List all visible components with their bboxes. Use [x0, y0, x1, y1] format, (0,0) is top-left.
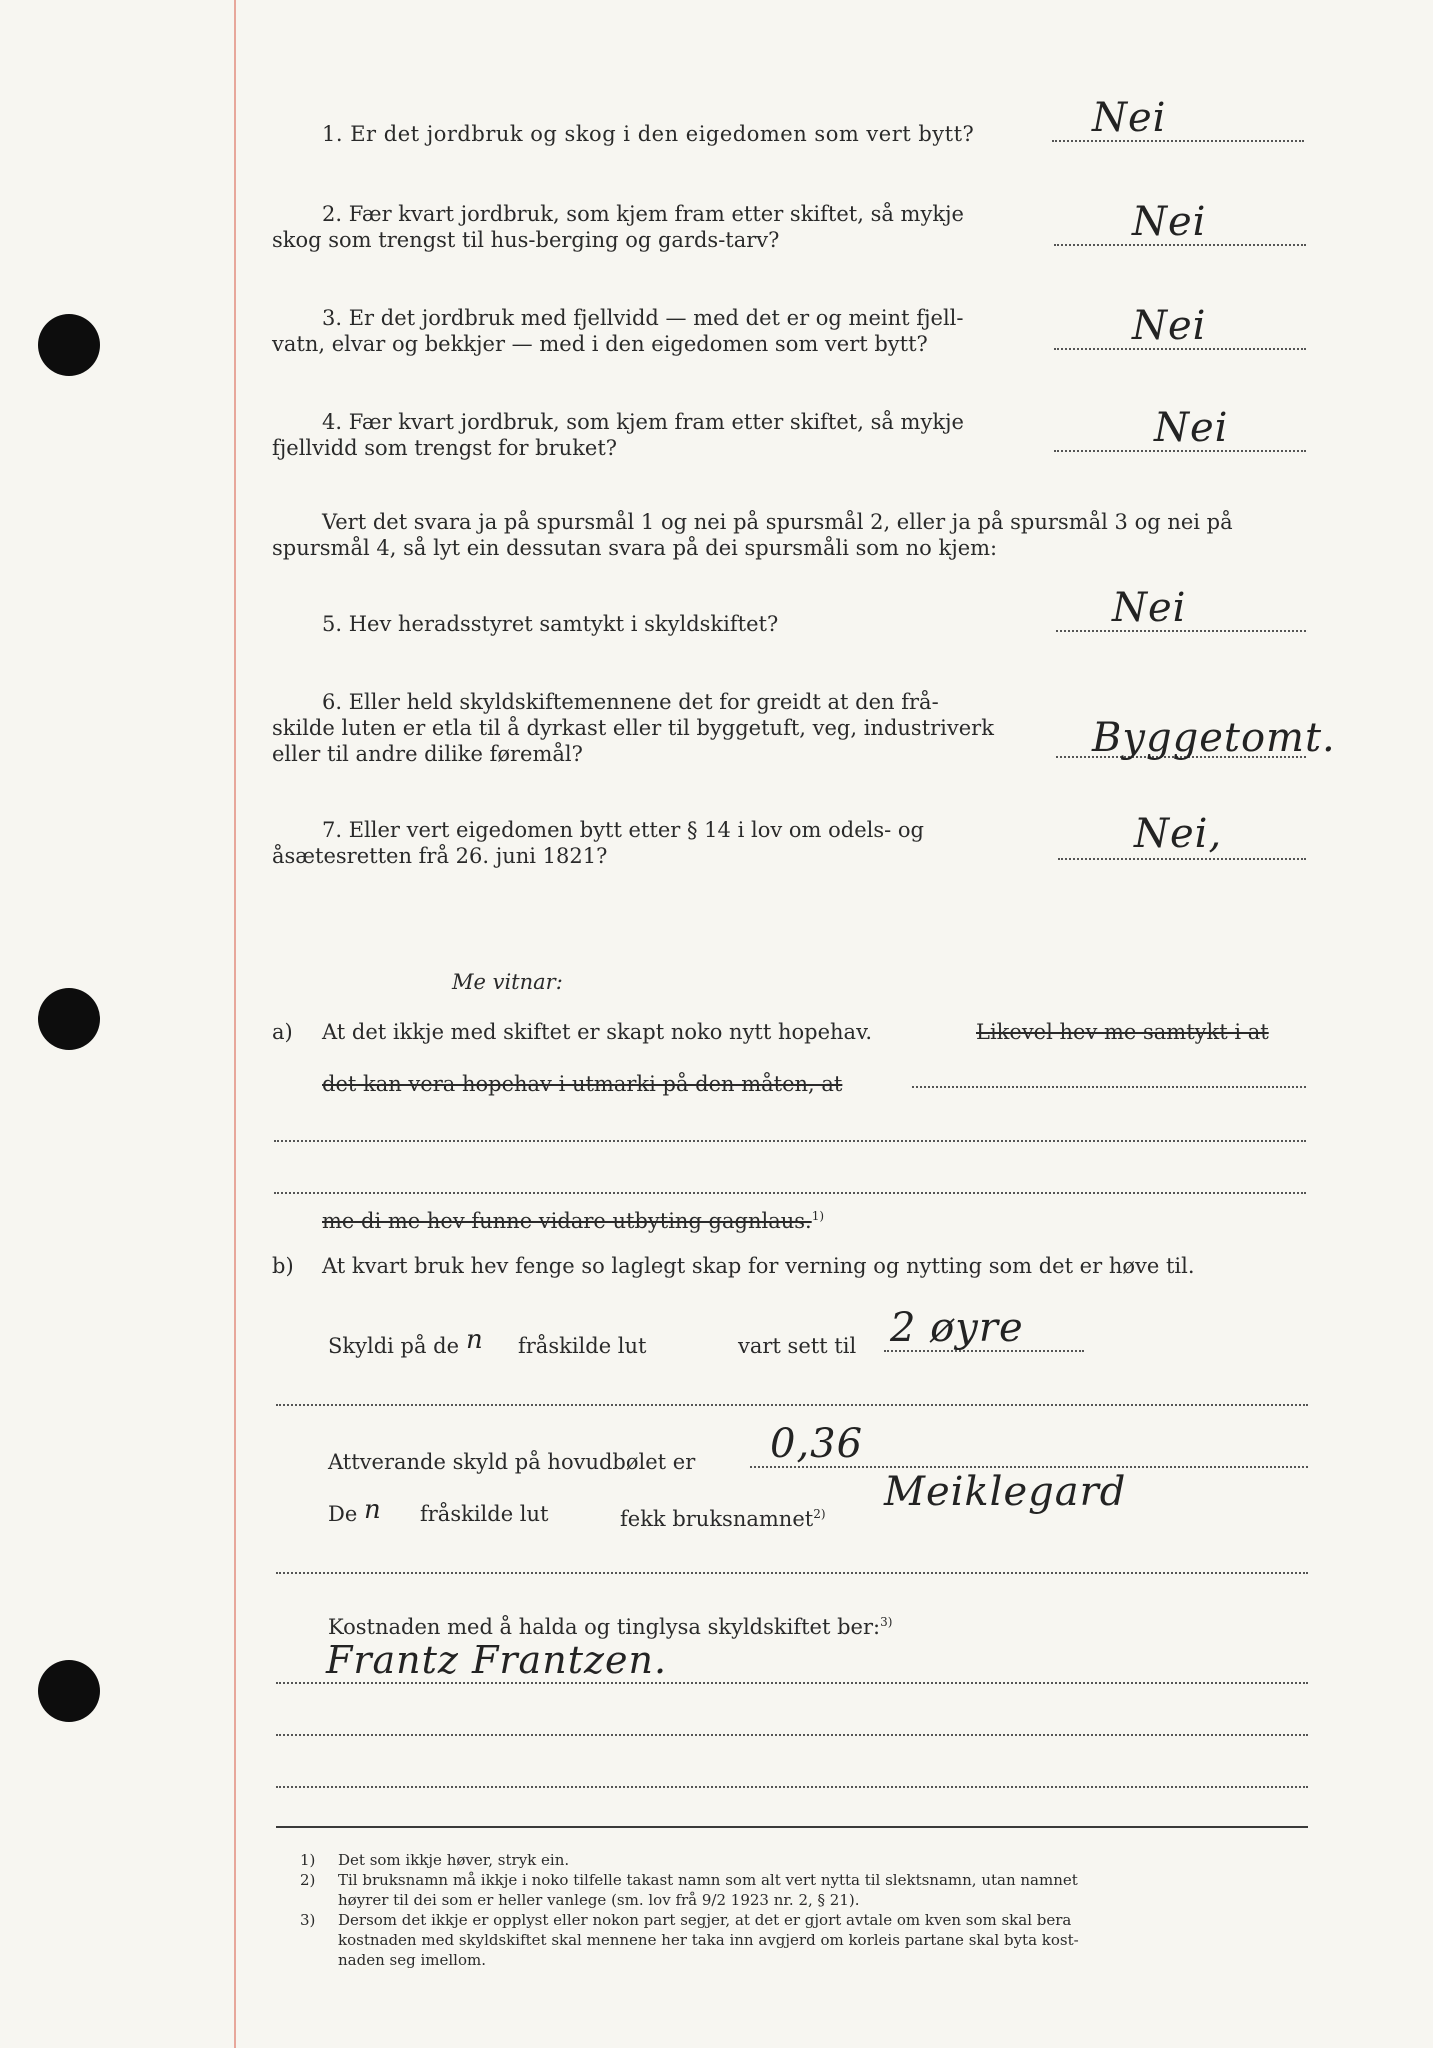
cost-line-2 [276, 1734, 1308, 1736]
witness-a-struck-2: det kan vera hopehav i utmarki på den måten, at [322, 1072, 843, 1096]
question-4-line2: fjellvidd som trengst for bruket? [272, 436, 618, 460]
footnote-divider [276, 1826, 1308, 1828]
witness-a-note: 1) [811, 1209, 825, 1223]
witness-heading: Me vitnar: [452, 970, 563, 994]
answer-2: Nei [1132, 199, 1207, 245]
footnote-3-line3: naden seg imellom. [338, 1951, 486, 1969]
answer-line-1 [1052, 140, 1304, 142]
answer-3: Nei [1132, 303, 1207, 349]
question-3-line2: vatn, elvar og bekkjer — med i den eigedomen som vert bytt? [272, 332, 928, 356]
witness-a-line-2 [274, 1140, 1306, 1142]
cost-note: 3) [880, 1615, 893, 1629]
footnote-2-line1: Til bruksnamn må ikkje i noko tilfelle takast namn som alt vert nytta til slektsnamn, utan namnet [338, 1871, 1078, 1889]
question-3-line1: 3. Er det jordbruk med fjellvidd — med det er og meint fjell‑ [322, 306, 964, 330]
skyld-extra-line [276, 1404, 1308, 1406]
question-7-line1: 7. Eller vert eigedomen bytt etter § 14 i lov om odels‑ og [322, 818, 924, 842]
remaining-value: 0,36 [770, 1421, 864, 1467]
cost-value: Frantz Frantzen. [326, 1638, 668, 1682]
skyld-value: 2 øyre [890, 1305, 1024, 1351]
name-extra-line [276, 1572, 1308, 1574]
name-note: 2) [813, 1507, 826, 1521]
answer-1: Nei [1092, 95, 1167, 141]
footnote-3-line1: Dersom det ikkje er opplyst eller nokon part segjer, at det er gjort avtale om kven som skal bera [338, 1911, 1072, 1929]
witness-b-text: At kvart bruk hev fenge so laglegt skap for verning og nytting som det er høve til. [322, 1254, 1195, 1278]
footnote-3-mark: 3) [300, 1911, 316, 1929]
question-6-line1: 6. Eller held skyldskiftemennene det for greidt at den frå‑ [322, 690, 939, 714]
instruction-line1: Vert det svara ja på spursmål 1 og nei på spursmål 2, eller ja på spursmål 3 og nei på [322, 510, 1233, 534]
witness-a-struck-3: me di me hev funne vidare utbyting gagnlaus. [322, 1209, 812, 1233]
name-label-a: De [328, 1502, 358, 1526]
question-2-line2: skog som trengst til hus‑berging og gards‑tarv? [272, 228, 780, 252]
witness-b-marker: b) [272, 1254, 294, 1278]
answer-line-7 [1058, 858, 1306, 860]
cost-label-wrap [328, 1608, 892, 1641]
name-label-c: fekk bruksnamnet [620, 1507, 814, 1531]
footnote-3-line2: kostnaden med skyldskiftet skal mennene her taka inn avgjerd om korleis partane skal byta kost- [338, 1931, 1079, 1949]
question-7-line2: åsætesretten frå 26. juni 1821? [272, 844, 608, 868]
witness-a-struck-1: Likevel hev me samtykt i at [976, 1020, 1269, 1044]
name-label-c-wrap [620, 1500, 826, 1533]
cost-line-1 [276, 1682, 1308, 1684]
skyld-label-b: fråskilde lut [518, 1334, 647, 1358]
answer-4: Nei [1154, 405, 1229, 451]
witness-a-struck-3-wrap [322, 1202, 824, 1235]
answer-5: Nei [1112, 585, 1187, 631]
witness-a-marker: a) [272, 1020, 293, 1044]
punch-hole-top [38, 314, 100, 376]
footnote-2-mark: 2) [300, 1871, 316, 1889]
footnote-1-mark: 1) [300, 1851, 316, 1869]
margin-rule [234, 0, 236, 2048]
remaining-label: Attverande skyld på hovudbølet er [328, 1450, 696, 1474]
footnote-1: Det som ikkje høver, stryk ein. [338, 1851, 570, 1869]
cost-line-3 [276, 1786, 1308, 1788]
instruction-line2: spursmål 4, så lyt ein dessutan svara på dei spursmåli som no kjem: [272, 536, 998, 560]
witness-a-text: At det ikkje med skiftet er skapt noko nytt hopehav. [322, 1020, 873, 1044]
witness-a-line-3 [274, 1192, 1306, 1194]
question-6-line2: skilde luten er etla til å dyrkast eller til byggetuft, veg, industriverk [272, 716, 994, 740]
question-1: 1. Er det jordbruk og skog i den eigedomen som vert bytt? [322, 122, 975, 146]
question-5: 5. Hev heradsstyret samtykt i skyldskiftet? [322, 612, 779, 636]
cost-label: Kostnaden med å halda og tinglysa skyldskiftet ber: [328, 1615, 881, 1639]
punch-hole-middle [38, 988, 100, 1050]
name-label-b: fråskilde lut [420, 1502, 549, 1526]
skyld-handwritten-n: n [466, 1325, 484, 1355]
witness-a-line-1 [912, 1086, 1306, 1088]
name-value: Meiklegard [884, 1469, 1127, 1515]
answer-6: Byggetomt. [1092, 715, 1336, 761]
question-4-line1: 4. Fær kvart jordbruk, som kjem fram etter skiftet, så mykje [322, 410, 964, 434]
punch-hole-bottom [38, 1660, 100, 1722]
skyld-label-c: vart sett til [738, 1334, 857, 1358]
footnote-2-line2: høyrer til dei som er heller vanlege (sm. lov frå 9/2 1923 nr. 2, § 21). [338, 1891, 860, 1909]
question-2-line1: 2. Fær kvart jordbruk, som kjem fram etter skiftet, så mykje [322, 202, 964, 226]
name-handwritten-n: n [364, 1495, 382, 1525]
answer-7: Nei, [1134, 811, 1223, 857]
question-6-line3: eller til andre dilike føremål? [272, 742, 583, 766]
skyld-label-a: Skyldi på de [328, 1334, 460, 1358]
